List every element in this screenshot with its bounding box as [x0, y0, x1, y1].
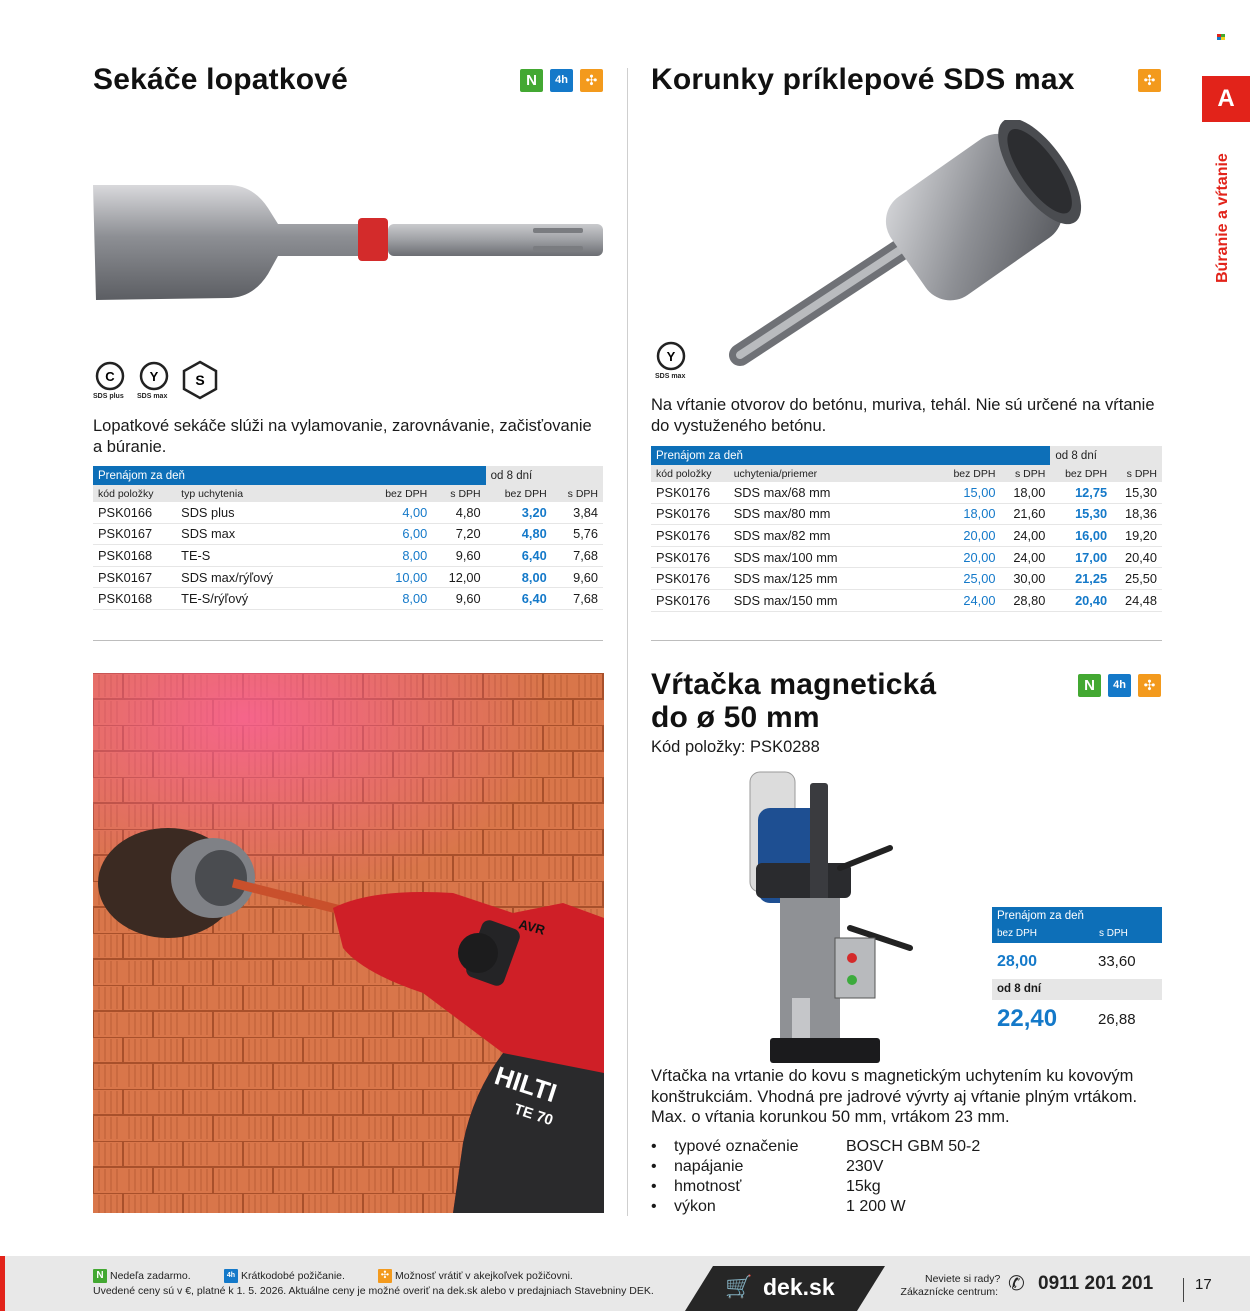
price-gross: 18,00 [1000, 482, 1050, 503]
item-type: SDS plus [176, 502, 366, 523]
sunday-free-icon: N [1078, 674, 1101, 697]
price-gross: 30,00 [1000, 568, 1050, 590]
spec-value: BOSCH GBM 50-2 [846, 1138, 981, 1155]
col-net-8: bez DPH [486, 485, 552, 502]
legend-short-rent [224, 1269, 345, 1283]
section-title-magnetic-drill [651, 668, 936, 734]
section-tab-letter[interactable]: A [1202, 76, 1250, 122]
svg-text:S: S [195, 372, 205, 388]
item-type: SDS max/rýľový [176, 566, 366, 588]
price-net-8: 16,00 [1050, 525, 1112, 547]
magnetic-drill-image [740, 768, 920, 1068]
footer-red-edge [0, 1256, 5, 1311]
cart-icon: 🛒 [725, 1274, 753, 1299]
price-gross: 7,20 [432, 523, 485, 545]
core-bit-description: Na vŕtanie otvorov do betónu, muriva, tehál. Nie sú určené na vŕtanie do vystuženého betónu. [651, 396, 1155, 435]
col-net: bez DPH [997, 928, 1038, 939]
col-gross-8: s DPH [552, 485, 603, 502]
spec-key: napájanie [674, 1158, 744, 1175]
table-row [93, 566, 603, 588]
price-net-8: 4,80 [486, 523, 552, 545]
spec-list [651, 1137, 1151, 1219]
price-row-2 [992, 1000, 1162, 1038]
price-gross-8: 18,36 [1112, 503, 1162, 525]
price-gross-8: 19,20 [1112, 525, 1162, 547]
table-row [651, 525, 1162, 547]
item-code: PSK0176 [651, 503, 729, 525]
spec-key: hmotnosť [674, 1178, 742, 1195]
price-gross-8: 7,68 [552, 545, 603, 567]
svg-text:C: C [105, 369, 115, 384]
title-line-1: Vŕtačka magnetická [651, 668, 937, 701]
price-gross-8: 5,76 [552, 523, 603, 545]
spec-item: • hmotnosť 15kg [651, 1177, 1151, 1197]
price-gross-8: 15,30 [1112, 482, 1162, 503]
sunday-free-icon: N [93, 1269, 107, 1283]
col-gross: s DPH [1099, 928, 1128, 939]
item-code: PSK0167 [93, 523, 176, 545]
legend-return [378, 1269, 573, 1283]
price-gross-8: 9,60 [552, 566, 603, 588]
short-rent-icon: 4h [1108, 674, 1131, 697]
price-net: 8,00 [366, 545, 432, 567]
item-type: SDS max [176, 523, 366, 545]
spec-value: 230V [846, 1158, 884, 1175]
table-row [651, 482, 1162, 503]
table-row [651, 568, 1162, 590]
item-code: PSK0176 [651, 482, 729, 503]
table-row [93, 545, 603, 567]
item-type: TE-S [176, 545, 366, 567]
sds-plus-label: SDS plus [93, 393, 124, 400]
price-gross-8: 25,50 [1112, 568, 1162, 590]
price-gross: 24,00 [1000, 546, 1050, 568]
price-gross-8: 24,48 [1112, 589, 1162, 611]
spade-chisel-description: Lopatkové sekáče slúži na vylamovanie, zarovnávanie, začisťovanie a búranie. [93, 417, 592, 456]
price-net-8: 17,00 [1050, 546, 1112, 568]
price-net-8: 6,40 [486, 588, 552, 610]
section-title-spade-chisels: Sekáče lopatkové [93, 63, 349, 96]
sds-max-shank-icon [654, 340, 690, 376]
item-type: SDS max/125 mm [729, 568, 939, 590]
price-net: 20,00 [939, 546, 1001, 568]
spec-key: výkon [674, 1198, 716, 1215]
spec-value: 15kg [846, 1178, 881, 1195]
item-type: SDS max/82 mm [729, 525, 939, 547]
dek-logo[interactable] [685, 1266, 885, 1311]
item-code: PSK0168 [93, 588, 176, 610]
column-divider [627, 68, 628, 1216]
avr-label: AVR [517, 916, 547, 938]
item-code: PSK0167 [93, 566, 176, 588]
price-note: Uvedené ceny sú v €, platné k 1. 5. 2026. Aktuálne ceny je možné overiť na dek.sk alebo v predajniach Stavebniny DEK. [93, 1285, 654, 1297]
price-gross: 9,60 [432, 588, 485, 610]
price-net-8: 15,30 [1050, 503, 1112, 525]
item-code-line: Kód položky: PSK0288 [651, 738, 820, 756]
drill-model: TE 70 [511, 1100, 556, 1130]
price-net-8: 21,25 [1050, 568, 1112, 590]
core-bit-image [700, 120, 1100, 380]
price-net-8: 6,40 [486, 545, 552, 567]
rent-per-day-label: Prenájom za deň [997, 910, 1084, 922]
from-8-days-header: od 8 dní [1050, 446, 1162, 465]
hammer-drill-photo [93, 673, 604, 1213]
price-gross: 33,60 [1098, 953, 1136, 970]
item-code: PSK0176 [651, 589, 729, 611]
price-gross: 21,60 [1000, 503, 1050, 525]
price-net: 18,00 [939, 503, 1001, 525]
return-anywhere-icon: ✣ [1138, 69, 1161, 92]
phone-icon: ✆ [1008, 1273, 1025, 1295]
item-code: PSK0168 [93, 545, 176, 567]
rent-per-day-header: Prenájom za deň [93, 466, 486, 485]
table-row [93, 588, 603, 610]
section-divider-left [93, 640, 603, 641]
table-row [651, 503, 1162, 525]
price-net: 8,00 [366, 588, 432, 610]
col-net: bez DPH [939, 465, 1001, 482]
price-net-8: 22,40 [997, 1005, 1058, 1032]
price-row-1 [992, 943, 1162, 979]
magnetic-drill-price-box [992, 907, 1162, 1038]
col-code: kód položky [651, 465, 729, 482]
page-footer [0, 1256, 1250, 1311]
spec-value: 1 200 W [846, 1198, 906, 1215]
price-net: 25,00 [939, 568, 1001, 590]
col-code: kód položky [93, 485, 176, 502]
item-type: SDS max/150 mm [729, 589, 939, 611]
return-anywhere-icon: ✣ [378, 1269, 392, 1283]
page-number-divider [1183, 1278, 1184, 1302]
core-bit-price-table [651, 446, 1162, 612]
price-net: 24,00 [939, 589, 1001, 611]
spec-key: typové označenie [674, 1138, 799, 1155]
price-gross: 4,80 [432, 502, 485, 523]
price-net: 10,00 [366, 566, 432, 588]
sunday-free-icon: N [520, 69, 543, 92]
legend-text: Možnosť vrátiť v akejkoľvek požičovni. [395, 1269, 573, 1282]
price-net: 20,00 [939, 525, 1001, 547]
price-net: 4,00 [366, 502, 432, 523]
dek-logo-text: dek.sk [763, 1274, 835, 1300]
spade-chisel-image [93, 180, 605, 305]
magnetic-drill-description: Vŕtačka na vrtanie do kovu s magnetickým uchytením ku kovovým konštrukciám. Vhodná pre jadrové vývrty aj vŕtanie plným vrtákom. Max. o vŕtania korunkou 50 mm, vrtákom 23 mm. [651, 1067, 1138, 1126]
print-mark [1217, 27, 1225, 33]
from-8-days-header: od 8 dní [486, 466, 603, 485]
section-tab-label: Búranie a vŕtanie [1214, 153, 1231, 283]
price-net-8: 8,00 [486, 566, 552, 588]
legend-sunday [93, 1269, 191, 1283]
short-rent-icon: 4h [550, 69, 573, 92]
help-question: Neviete si rady? [925, 1273, 1001, 1285]
price-gross: 9,60 [432, 545, 485, 567]
table-row [651, 546, 1162, 568]
col-net-8: bez DPH [1050, 465, 1112, 482]
page-number: 17 [1195, 1276, 1212, 1293]
rent-per-day-header [992, 907, 1162, 943]
return-anywhere-icon: ✣ [1138, 674, 1161, 697]
item-type: SDS max/80 mm [729, 503, 939, 525]
table-row [651, 589, 1162, 611]
item-code: PSK0166 [93, 502, 176, 523]
legend-text: Nedeľa zadarmo. [110, 1269, 191, 1282]
hilti-logo: HILTI [491, 1060, 561, 1109]
svg-text:Y: Y [149, 369, 159, 384]
spec-item: • typové označenie BOSCH GBM 50-2 [651, 1137, 1151, 1157]
spec-item: • napájanie 230V [651, 1157, 1151, 1177]
col-gross: s DPH [1000, 465, 1050, 482]
price-net: 6,00 [366, 523, 432, 545]
price-gross-8: 3,84 [552, 502, 603, 523]
price-gross: 24,00 [1000, 525, 1050, 547]
title-line-2: do ø 50 mm [651, 701, 820, 734]
price-net-8: 3,20 [486, 502, 552, 523]
phone-number[interactable]: 0911 201 201 [1038, 1273, 1154, 1294]
price-net-8: 20,40 [1050, 589, 1112, 611]
price-net-8: 12,75 [1050, 482, 1112, 503]
sds-max-label: SDS max [655, 373, 686, 380]
customer-center-label: Zákaznícke centrum: [900, 1286, 998, 1298]
col-type: uchytenia/priemer [729, 465, 939, 482]
te-s-shank-icon [180, 360, 220, 400]
col-net: bez DPH [366, 485, 432, 502]
item-code: PSK0176 [651, 525, 729, 547]
short-rent-icon: 4h [224, 1269, 238, 1283]
item-type: TE-S/rýľový [176, 588, 366, 610]
item-type: SDS max/68 mm [729, 482, 939, 503]
svg-text:Y: Y [666, 349, 676, 364]
section-divider-right [651, 640, 1162, 641]
item-code: PSK0176 [651, 546, 729, 568]
return-anywhere-icon: ✣ [580, 69, 603, 92]
table-row [93, 502, 603, 523]
price-net: 15,00 [939, 482, 1001, 503]
col-type: typ uchytenia [176, 485, 366, 502]
spec-item: • výkon 1 200 W [651, 1197, 1151, 1217]
sds-max-label: SDS max [137, 393, 168, 400]
legend-text: Krátkodobé požičanie. [241, 1269, 345, 1282]
section-title-core-bits: Korunky príklepové SDS max [651, 63, 1075, 96]
price-gross: 12,00 [432, 566, 485, 588]
price-gross-8: 7,68 [552, 588, 603, 610]
price-gross: 28,80 [1000, 589, 1050, 611]
price-gross-8: 20,40 [1112, 546, 1162, 568]
table-row [93, 523, 603, 545]
price-gross-8: 26,88 [1098, 1011, 1136, 1028]
col-gross: s DPH [432, 485, 485, 502]
item-type: SDS max/100 mm [729, 546, 939, 568]
rent-per-day-header: Prenájom za deň [651, 446, 1050, 465]
spade-chisel-price-table [93, 466, 603, 610]
col-gross-8: s DPH [1112, 465, 1162, 482]
item-code: PSK0176 [651, 568, 729, 590]
from-8-days-header: od 8 dní [992, 979, 1162, 1000]
price-net: 28,00 [997, 953, 1038, 970]
